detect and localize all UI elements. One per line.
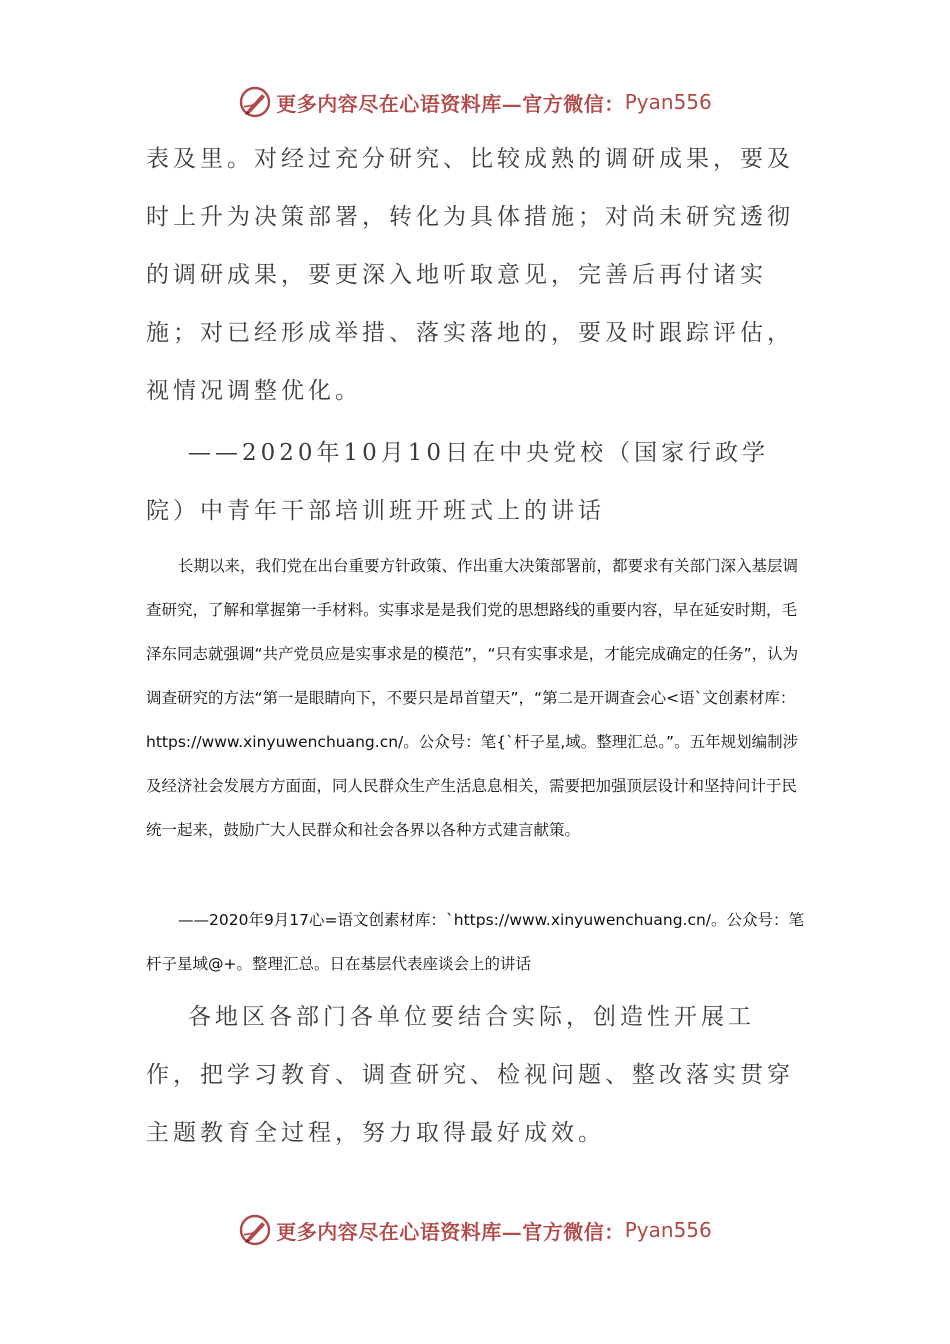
banner-handle: Pyan556 [624,1218,712,1242]
banner-handle: Pyan556 [624,90,712,114]
pen-logo-icon [238,85,272,119]
paragraph-5-text: 各地区各部门各单位要结合实际，创造性开展工作，把学习教育、调查研究、检视问题、整改落实贯穿主题教育全过程，努力取得最好成效。 [146,1004,794,1146]
paragraph-3 [146,544,811,852]
paragraph-1-text: 表及里。对经过充分研究、比较成熟的调研成果，要及时上升为决策部署，转化为具体措施；对尚未研究透彻的调研成果，要更深入地听取意见，完善后再付诸实施；对已经形成举措、落实落地的，要及时跟踪评估，视情况调整优化。 [146,146,794,404]
paragraph-3-text: 长期以来，我们党在出台重要方针政策、作出重大决策部署前，都要求有关部门深入基层调查研究，了解和掌握第一手材料。实事求是是我们党的思想路线的重要内容，早在延安时期，毛泽东同志就强调“共产党员应是实事求是的模范”，“只有实事求是，才能完成确定的任务”，认为调查研究的方法“第一是眼睛向下，不要只是昂首望天”，“第二是开调查会心<语`文创素材库：https://www.xinyuwenchuang.cn/。公众号：笔{`杆子星,域。整理汇总。”。五年规划编制涉及经济社会发展方方面面，同人民群众生产生活息息相关，需要把加强顶层设计和坚持问计于民统一起来，鼓励广大人民群众和社会各界以各种方式建言献策。 [146,557,799,839]
banner-text: 更多内容尽在心语资料库—官方微信： [276,1219,625,1244]
paragraph-4-text: ——2020年9月17心=语文创素材库：`https://www.xinyuwenchuang.cn/。公众号：笔杆子星域@+。整理汇总。日在基层代表座谈会上的讲话 [146,911,805,973]
banner-text: 更多内容尽在心语资料库—官方微信： [276,91,625,116]
pen-logo-icon [238,1213,272,1247]
footer-banner [0,1210,950,1250]
paragraph-5 [146,988,806,1162]
paragraph-2 [146,424,806,540]
paragraph-1 [146,130,806,420]
paragraph-4 [146,898,811,986]
paragraph-2-text: ——2020年10月10日在中央党校（国家行政学院）中青年干部培训班开班式上的讲话 [146,440,770,524]
header-banner [0,82,950,122]
